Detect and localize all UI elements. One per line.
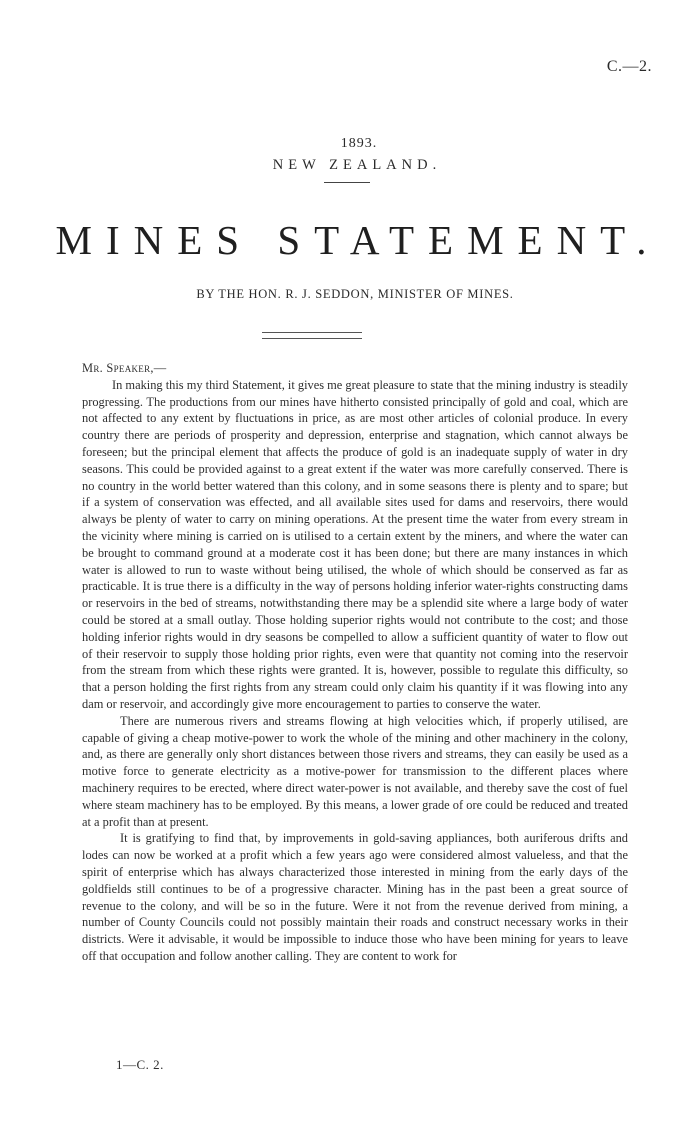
- double-rule-divider: [262, 332, 362, 339]
- document-byline: BY THE HON. R. J. SEDDON, MINISTER OF MINES.: [196, 287, 514, 301]
- page-identifier: C.—2.: [606, 58, 652, 75]
- salutation: Mr. Speaker,—: [82, 361, 167, 375]
- page-signature-mark: 1—C. 2.: [116, 1057, 164, 1072]
- document-title: MINES STATEMENT.: [55, 217, 661, 263]
- body-paragraph: It is gratifying to find that, by improvements in gold-saving appliances, both auriferous drifts and lodes can now be worked at a profit which a few years ago were considered almost valueless, and that the spirit of enterprise which has always characterized those interested in mining from the early days of the goldfields still continues to be of a progressive character. Mining has in the past been a great source of revenue to the colony, and will be so in the future. Were it not from the revenue derived from mining, a number of County Councils could not possibly maintain their roads and construct necessary works in their districts. Were it advisable, it would be impossible to induce those who have been mining for years to leave off that occupation and follow another calling. They are content to work for: [82, 831, 628, 963]
- statement-body: [82, 360, 628, 965]
- heading-divider: [324, 182, 370, 183]
- document-country: NEW ZEALAND.: [272, 157, 442, 173]
- body-paragraph: In making this my third Statement, it gives me great pleasure to state that the mining industry is steadily progressing. The productions from our mines have hitherto consisted principally of gold and coal, which are not affected to any extent by fluctuations in price, as are most other articles of colonial produce. In every country there are periods of prosperity and depression, enterprise and stagnation, which cannot always be foreseen; but the principal element that affects the produce of gold is an inadequate supply of water in dry seasons. This could be provided against to a great extent if the water was more carefully conserved. There is no country in the world better watered than this colony, and in some seasons there is plenty and to spare; but if a system of conservation was effected, and all available sites used for dams and reservoirs, there would always be plenty of water to carry on mining operations. At the present time the water from every stream in the vicinity where mining is carried on is utilised to a certain extent by the miners, and where the water can be brought to command ground at a moderate cost it has been done; but there are many instances in which water is allowed to run to waste without being utilised, the whole of which should be conserved as far as practicable. It is true there is a difficulty in the way of persons holding inferior water-rights constructing dams or reservoirs in the bed of streams, notwithstanding there may be a splendid site where a large body of water could be stored at a small outlay. Those holding superior rights would not contribute to the cost; and those holding inferior rights would in dry seasons be compelled to allow a sufficient quantity of water to flow out of their reservoir to supply those holding prior rights, even were that quantity not coming into the reservoir from the stream from which these rights were granted. It is, however, possible to regulate this difficulty, so that a person holding the first rights from any stream could only claim his quantity if it was flowing into any dam or reservoir, and accordingly give more encouragement to parties to conserve the water.: [82, 377, 628, 711]
- body-paragraph: There are numerous rivers and streams flowing at high velocities which, if properly utilised, are capable of giving a cheap motive-power to work the whole of the mining and other machinery in the colony, and, as there are generally only short distances between those rivers and streams, they can easily be used as a motive force to generate electricity as a motive-power for transmission to the different places where machinery requires to be erected, where direct water-power is not available, and thereby save the cost of fuel where steam machinery has to be employed. By this means, a lower grade of ore could be reduced and treated at a profit than at present.: [82, 713, 628, 829]
- document-year: 1893.: [340, 136, 378, 151]
